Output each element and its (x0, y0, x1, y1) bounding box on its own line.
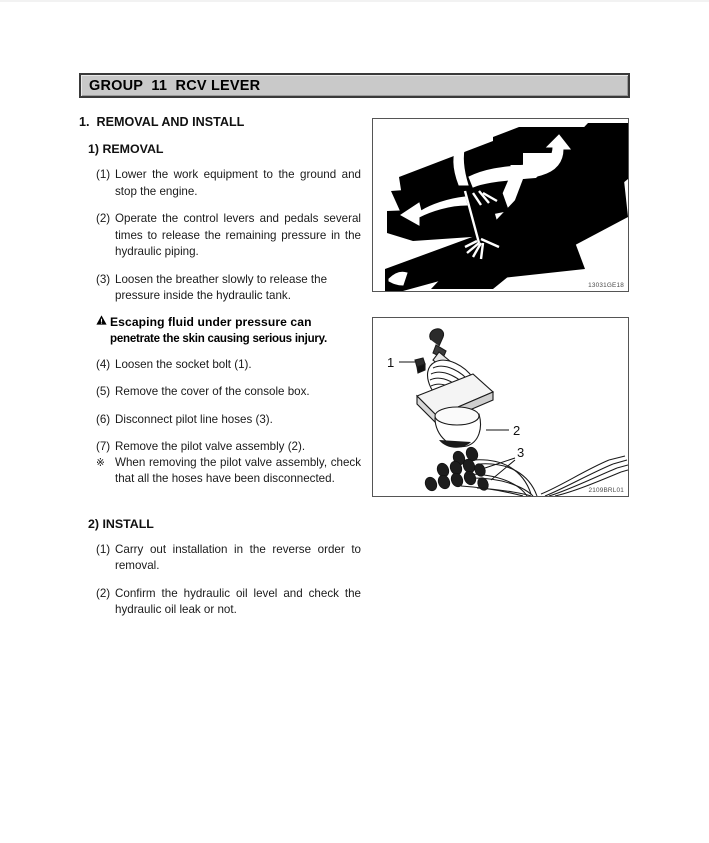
callout-2: 2 (513, 423, 521, 438)
step-text: Carry out installation in the reverse order to removal. (115, 542, 361, 572)
figure-rcv-lever-assembly (372, 317, 629, 497)
hazard-illustration (373, 119, 628, 291)
step-marker: (3) (96, 272, 111, 286)
group-header-title: GROUP 11 RCV LEVER (89, 77, 261, 94)
figure-code: 2109BRL01 (588, 487, 624, 494)
step-marker: (1) (96, 542, 111, 556)
safety-warning (79, 314, 361, 346)
list-item (79, 167, 361, 200)
warning-triangle-icon (96, 314, 110, 330)
step-text: Lower the work equipment to the ground and stop the engine. (115, 168, 361, 198)
step-text: Loosen the socket bolt (1). (115, 357, 252, 371)
group-header-bar (79, 73, 630, 98)
content-column (79, 115, 361, 630)
section-heading-removal-and-install: 1. REMOVAL AND INSTALL (79, 115, 245, 129)
warning-text-line1: Escaping fluid under pressure can (110, 314, 312, 329)
list-item (79, 272, 361, 305)
step-text: Operate the control levers and pedals several times to release the remaining pressure in the hydraulic piping. (115, 212, 361, 258)
assembly-illustration (373, 318, 628, 496)
list-item (79, 357, 361, 374)
step-marker: (7) (96, 440, 111, 453)
reference-mark-icon: ※ (96, 456, 105, 469)
warning-text (110, 314, 361, 346)
step-text: Confirm the hydraulic oil level and check the hydraulic oil leak or not. (115, 586, 361, 616)
warning-text-line2: penetrate the skin causing serious injury. (110, 330, 327, 345)
step-marker: (1) (96, 168, 111, 181)
callout-1: 1 (387, 355, 395, 370)
list-item (79, 412, 361, 429)
list-item (79, 542, 361, 575)
step-marker: (6) (96, 412, 111, 426)
section-spacer (79, 499, 361, 517)
subsection-heading-install: 2) INSTALL (88, 516, 154, 531)
list-item (79, 586, 361, 619)
step-marker: (4) (96, 357, 111, 371)
page-top-edge (0, 0, 709, 2)
list-item (79, 211, 361, 261)
list-item (79, 439, 361, 456)
figure-hazard-pictogram (372, 118, 629, 292)
subsection-heading-removal: 1) REMOVAL (88, 142, 164, 156)
step-text: Remove the cover of the console box. (115, 385, 310, 398)
list-item (79, 384, 361, 401)
step-marker: (5) (96, 385, 111, 398)
figure-code: 13031GE18 (588, 282, 624, 289)
note-text: When removing the pilot valve assembly, check that all the hoses have been disconnected. (115, 455, 361, 485)
step-text: Disconnect pilot line hoses (3). (115, 412, 273, 426)
note-item (79, 455, 361, 488)
callout-3: 3 (517, 445, 525, 460)
step-text: Remove the pilot valve assembly (2). (115, 440, 306, 453)
step-marker: (2) (96, 586, 111, 600)
step-marker: (2) (96, 212, 111, 225)
step-text: Loosen the breather slowly to release the pressure inside the hydraulic tank. (115, 272, 328, 302)
